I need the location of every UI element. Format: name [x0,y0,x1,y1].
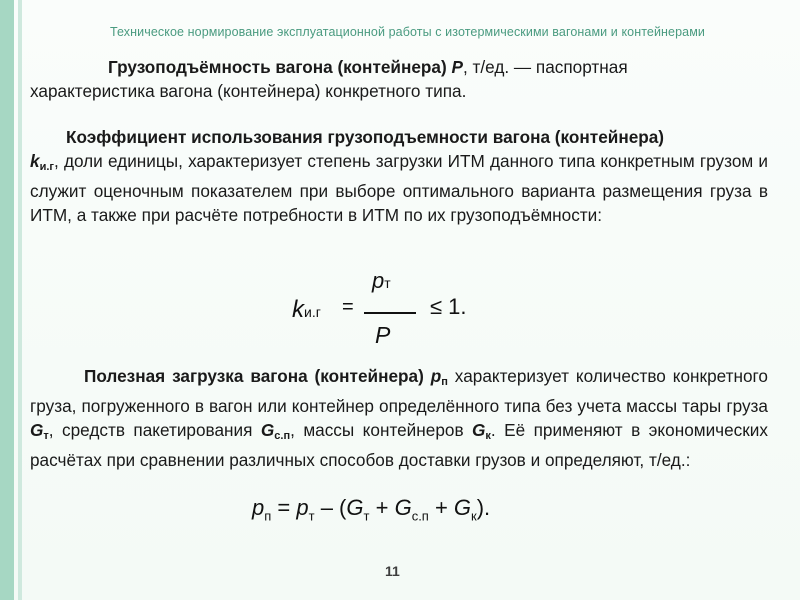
formula-rhs: ≤ 1. [430,294,467,319]
symbol-k-sub: и.г [39,161,54,173]
paragraph-text: . Её применяют в экономических расчётах при сравнении различных способов доставки грузов и определяют, т/ед.: [30,420,768,470]
f2-p2: p [296,495,309,520]
symbol-G-sub: с.п [274,430,291,442]
symbol-G: G [30,420,44,440]
symbol-p-sub: п [441,376,448,388]
f2-g1: G [346,495,364,520]
f2-close: ). [476,495,491,520]
f2-g1-sub: т [363,508,370,524]
symbol-P: P [451,57,463,77]
paragraph-text: , доли единицы, характеризует степень загрузки ИТМ данного типа конкретным грузом и служит оценочным показателем при выборе оптимального варианта размещения груза в ИТМ, а также при расчёте потребности в ИТМ по их грузоподъёмности: [30,151,768,225]
symbol-G-sub: т [43,430,49,442]
formula-numerator: p [372,268,385,293]
formula-lhs: k [292,296,304,323]
symbol-k: k [30,151,40,171]
symbol-p: p [430,366,442,386]
decorative-band-thin [18,0,22,600]
formula-payload [252,495,490,523]
decorative-band [0,0,14,600]
term-capacity: Грузоподъёмность вагона (контейнера) [108,57,447,77]
term-payload: Полезная загрузка вагона (контейнера) [84,366,424,386]
fraction-line [364,312,416,314]
paragraph-text: , средств пакетирования [48,420,261,440]
f2-p1: p [252,495,265,520]
f2-g2: G [394,495,412,520]
formula-denominator: P [375,322,391,348]
f2-g2-sub: с.п [411,508,429,524]
paragraph-text: характеристика вагона (контейнера) конкретного типа. [30,81,467,101]
paragraph-coefficient [30,125,768,227]
f2-g3: G [453,495,472,520]
f2-p1-sub: п [264,508,272,524]
f2-minus: – ( [314,495,347,520]
page-number: 11 [385,563,400,579]
symbol-G: G [472,420,486,440]
f2-plus: + [369,495,395,520]
symbol-G: G [260,420,275,440]
paragraph-text: характеризует количество конкретного груза, погруженного в вагон или контейнер определённого типа без учета массы тары груза [30,366,768,416]
f2-equals: = [271,495,297,520]
f2-plus: + [428,495,454,520]
symbol-G-sub: к [485,430,491,442]
formula-numerator-sub: т [384,275,391,291]
paragraph-payload [30,364,768,472]
formula-lhs-sub: и.г [304,304,321,320]
slide-header: Техническое нормирование эксплуатационной работы с изотермическими вагонами и контейнерами [110,25,705,39]
formula-equals: = [342,296,354,318]
f2-g3-sub: к [471,508,477,524]
term-coefficient: Коэффициент использования грузоподъемности вагона (контейнера) [66,127,665,147]
paragraph-capacity [30,55,768,103]
paragraph-text: , т/ед. — паспортная [462,57,628,77]
formula-coefficient [280,268,540,358]
f2-p2-sub: т [308,508,315,524]
paragraph-text: , массы контейнеров [290,420,473,440]
